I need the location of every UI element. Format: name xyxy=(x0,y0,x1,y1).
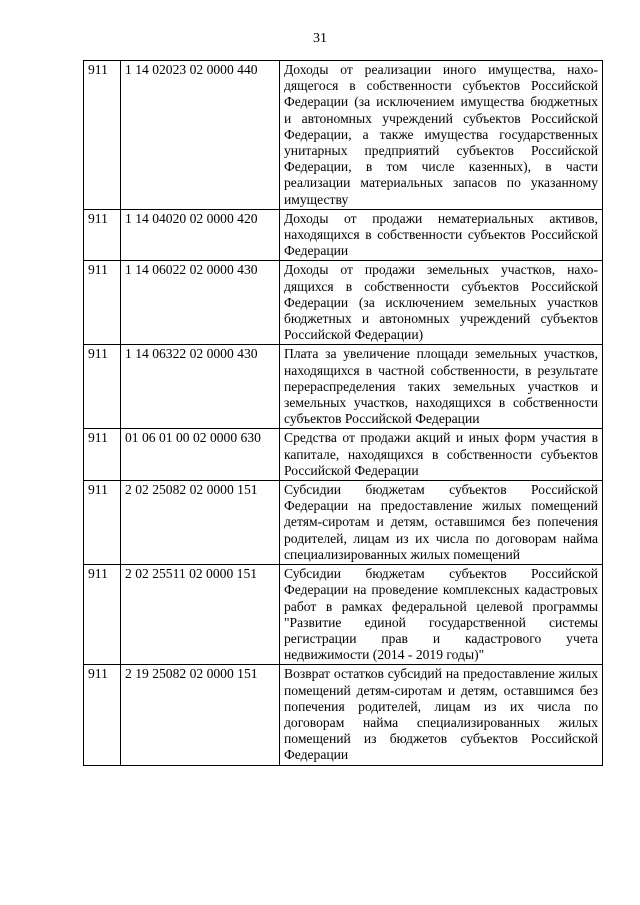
table-row xyxy=(84,261,603,345)
description-cell: Средства от продажи акций и иных форм участия в капитале, находящихся в собственности субъектов Российской Федерации xyxy=(280,429,603,481)
revenue-code-cell: 01 06 01 00 02 0000 630 xyxy=(121,429,280,481)
table-row xyxy=(84,565,603,665)
admin-code-cell: 911 xyxy=(84,565,121,665)
admin-code-cell: 911 xyxy=(84,261,121,345)
revenue-code-cell: 1 14 04020 02 0000 420 xyxy=(121,209,280,261)
table-row xyxy=(84,345,603,429)
page-number: 31 xyxy=(313,31,327,46)
revenue-code-cell: 1 14 06322 02 0000 430 xyxy=(121,345,280,429)
description-cell: Доходы от реализации иного имущества, находящегося в собственности субъектов Российской Федерации (за исключением имущества бюджетных и автономных учреждений субъектов Российской Федерации, а также имущества государственных унитарных предприятий субъектов Российской Федерации, в том числе казенных), в части реализации материальных запасов по указанному имуществу xyxy=(280,61,603,210)
admin-code-cell: 911 xyxy=(84,429,121,481)
revenue-code-cell: 1 14 02023 02 0000 440 xyxy=(121,61,280,210)
table-row xyxy=(84,209,603,261)
admin-code-cell: 911 xyxy=(84,345,121,429)
admin-code-cell: 911 xyxy=(84,209,121,261)
description-cell: Субсидии бюджетам субъектов Российской Федерации на предоставление жилых помещений детям-сиротам и детям, оставшимся без попечения родителей, лицам из их числа по договорам найма специализированных жилых помещений xyxy=(280,481,603,565)
admin-code-cell: 911 xyxy=(84,481,121,565)
description-cell: Доходы от продажи нематериальных активов, находящихся в собственности субъектов Российской Федерации xyxy=(280,209,603,261)
admin-code-cell: 911 xyxy=(84,61,121,210)
table-row xyxy=(84,665,603,765)
table-row xyxy=(84,61,603,210)
revenue-code-cell: 2 02 25082 02 0000 151 xyxy=(121,481,280,565)
revenue-codes-table xyxy=(83,60,603,766)
description-cell: Плата за увеличение площади земельных участков, находящихся в частной собственности, в результате перераспределения таких земельных участков и земельных участков, находящихся в собственности субъектов Российской Федерации xyxy=(280,345,603,429)
revenue-code-cell: 2 02 25511 02 0000 151 xyxy=(121,565,280,665)
description-cell: Доходы от продажи земельных участков, находящихся в собственности субъектов Российской Федерации (за исключением земельных участков бюджетных и автономных учреждений субъектов Российской Федерации) xyxy=(280,261,603,345)
description-cell: Возврат остатков субсидий на предоставление жилых помещений детям-сиротам и детям, оставшимся без попечения родителей, лицам из их числа по договорам найма специализированных жилых помещений из бюджетов субъектов Российской Федерации xyxy=(280,665,603,765)
revenue-code-cell: 1 14 06022 02 0000 430 xyxy=(121,261,280,345)
table-row xyxy=(84,429,603,481)
admin-code-cell: 911 xyxy=(84,665,121,765)
revenue-code-cell: 2 19 25082 02 0000 151 xyxy=(121,665,280,765)
table-row xyxy=(84,481,603,565)
description-cell: Субсидии бюджетам субъектов Российской Федерации на проведение комплексных кадастровых работ в рамках федеральной целевой программы "Развитие единой государственной системы регистрации прав и кадастрового учета недвижимости (2014 - 2019 годы)" xyxy=(280,565,603,665)
